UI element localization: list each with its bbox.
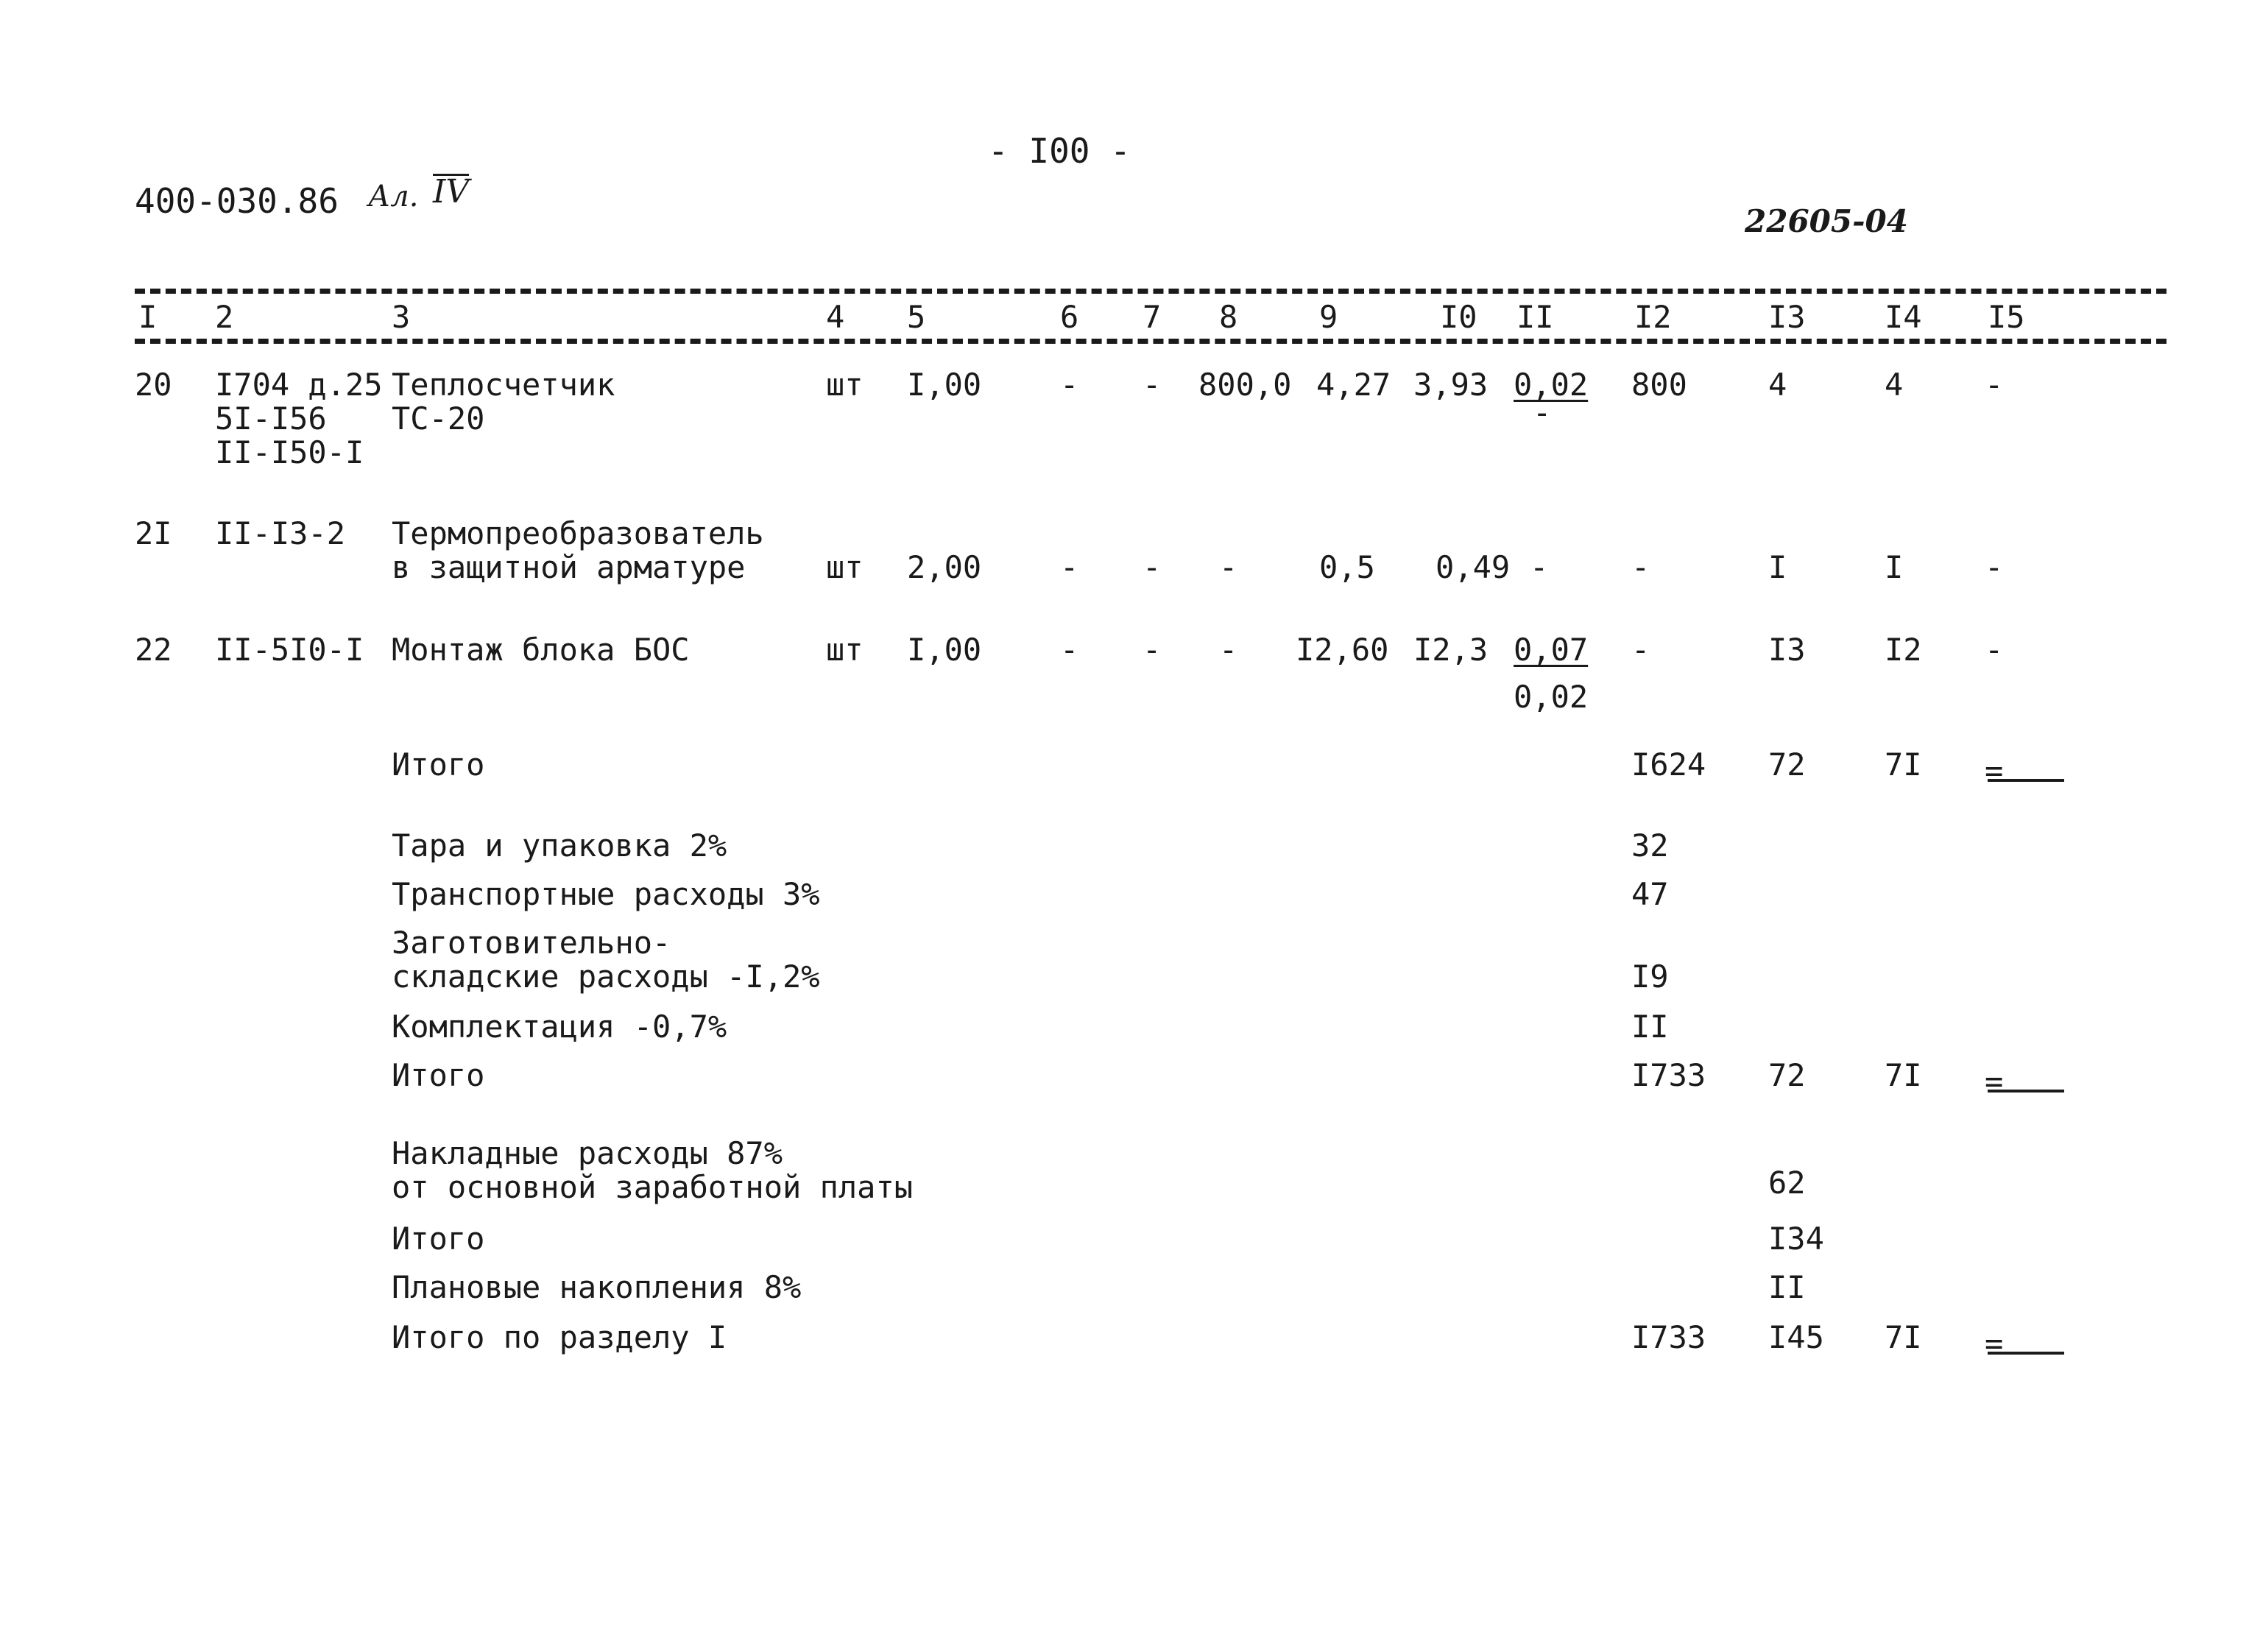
row-col9: I2,60 (1296, 632, 1389, 668)
summary-col13: II (1768, 1269, 1806, 1305)
row-col6: - (1060, 632, 1079, 668)
row-col14: I (1885, 549, 1904, 585)
row-col12: - (1631, 549, 1650, 585)
summary-label: Итого по разделу I (392, 1319, 727, 1355)
row-col15: - (1985, 632, 2004, 668)
summary-col12: 47 (1631, 876, 1669, 912)
summary-col13: I45 (1768, 1319, 1824, 1355)
row-col11: - (1530, 549, 1549, 585)
row-quantity: I,00 (907, 632, 982, 668)
row-unit: шт (826, 632, 864, 668)
row-col8: 800,0 (1198, 367, 1292, 403)
summary-col12: II (1631, 1009, 1669, 1045)
column-number: 9 (1319, 299, 1338, 335)
row-code: II-I3-2 (215, 515, 346, 551)
column-number: II (1516, 299, 1554, 335)
summary-label: Тара и упаковка 2% (392, 827, 727, 864)
summary-label: от основной заработной платы (392, 1169, 914, 1205)
summary-col15: = (1985, 1325, 2004, 1361)
row-col12: - (1631, 632, 1650, 668)
column-number: 6 (1060, 299, 1079, 335)
row-col13: 4 (1768, 367, 1787, 403)
row-col14: I2 (1885, 632, 1922, 668)
row-code: 5I-I56 (215, 400, 327, 437)
summary-label: Накладные расходы 87% (392, 1135, 783, 1171)
summary-label: Заготовительно- (392, 925, 671, 961)
row-col8: - (1219, 632, 1238, 668)
row-number: 2I (135, 515, 172, 551)
summary-col15: = (1985, 752, 2004, 788)
row-number: 20 (135, 367, 172, 403)
summary-label: Плановые накопления 8% (392, 1269, 802, 1305)
row-col10: I2,3 (1413, 632, 1489, 668)
row-col13: I (1768, 549, 1787, 585)
column-number: 7 (1143, 299, 1162, 335)
column-number: 8 (1219, 299, 1238, 335)
row-number: 22 (135, 632, 172, 668)
row-col11: 0,07 (1514, 632, 1589, 668)
summary-label: Транспортные расходы 3% (392, 876, 820, 912)
double-dash-mark (1988, 1352, 2064, 1355)
row-col8: - (1219, 549, 1238, 585)
summary-col14: 7I (1885, 1057, 1922, 1093)
row-name: Термопреобразователь (392, 515, 764, 551)
summary-col14: 7I (1885, 1319, 1922, 1355)
row-col7: - (1143, 367, 1162, 403)
summary-col12: I733 (1631, 1057, 1706, 1093)
summary-label: Итого (392, 1221, 485, 1257)
page-number: - I00 - (988, 131, 1131, 171)
row-code: I704 д.25 (215, 367, 383, 403)
row-name: ТС-20 (392, 400, 485, 437)
column-number: 4 (826, 299, 845, 335)
column-number: I0 (1440, 299, 1477, 335)
row-unit: шт (826, 549, 864, 585)
row-col15: - (1985, 367, 2004, 403)
summary-col15: = (1985, 1063, 2004, 1099)
album-number: IV (433, 173, 470, 211)
summary-label: Итого (392, 1057, 485, 1093)
row-col12: 800 (1631, 367, 1687, 403)
summary-label: Комплектация -0,7% (392, 1009, 727, 1045)
document-code: 400-030.86 (135, 181, 339, 221)
summary-label: Итого (392, 746, 485, 783)
row-col6: - (1060, 549, 1079, 585)
table-header-rule (135, 339, 2167, 344)
column-number: I (138, 299, 158, 335)
row-col15: - (1985, 549, 2004, 585)
column-number: I4 (1885, 299, 1922, 335)
row-col11: 0,02 (1514, 367, 1589, 403)
column-number: I2 (1634, 299, 1672, 335)
row-col13: I3 (1768, 632, 1806, 668)
summary-label: складские расходы -I,2% (392, 959, 820, 995)
column-number: 3 (392, 299, 411, 335)
project-code: 22605-04 (1745, 203, 1908, 239)
table-top-rule (135, 289, 2167, 294)
row-col6: - (1060, 367, 1079, 403)
summary-col14: 7I (1885, 746, 1922, 783)
row-quantity: 2,00 (907, 549, 982, 585)
row-col7: - (1143, 632, 1162, 668)
summary-col12: I624 (1631, 746, 1706, 783)
column-number: I3 (1768, 299, 1806, 335)
summary-col12: I733 (1631, 1319, 1706, 1355)
summary-col13: I34 (1768, 1221, 1824, 1257)
row-col10: 3,93 (1413, 367, 1489, 403)
row-col7: - (1143, 549, 1162, 585)
column-number: I5 (1988, 299, 2025, 335)
row-name: в защитной арматуре (392, 549, 746, 585)
row-code: II-I50-I (215, 434, 364, 470)
row-col11-lower: - (1533, 395, 1552, 431)
row-name: Монтаж блока БОС (392, 632, 690, 668)
row-col11-lower: 0,02 (1514, 679, 1589, 715)
row-code: II-5I0-I (215, 632, 364, 668)
summary-col13: 72 (1768, 1057, 1806, 1093)
summary-col12: I9 (1631, 959, 1669, 995)
row-unit: шт (826, 367, 864, 403)
summary-col12: 32 (1631, 827, 1669, 864)
column-number: 2 (215, 299, 234, 335)
row-col9: 4,27 (1316, 367, 1391, 403)
column-number: 5 (907, 299, 926, 335)
row-name: Теплосчетчик (392, 367, 615, 403)
double-dash-mark (1988, 1090, 2064, 1092)
album-label: Ал. (368, 180, 419, 213)
row-col14: 4 (1885, 367, 1904, 403)
summary-col13: 72 (1768, 746, 1806, 783)
row-quantity: I,00 (907, 367, 982, 403)
double-dash-mark (1988, 779, 2064, 782)
row-col9: 0,5 (1319, 549, 1375, 585)
row-col10: 0,49 (1436, 549, 1511, 585)
summary-col13: 62 (1768, 1165, 1806, 1201)
